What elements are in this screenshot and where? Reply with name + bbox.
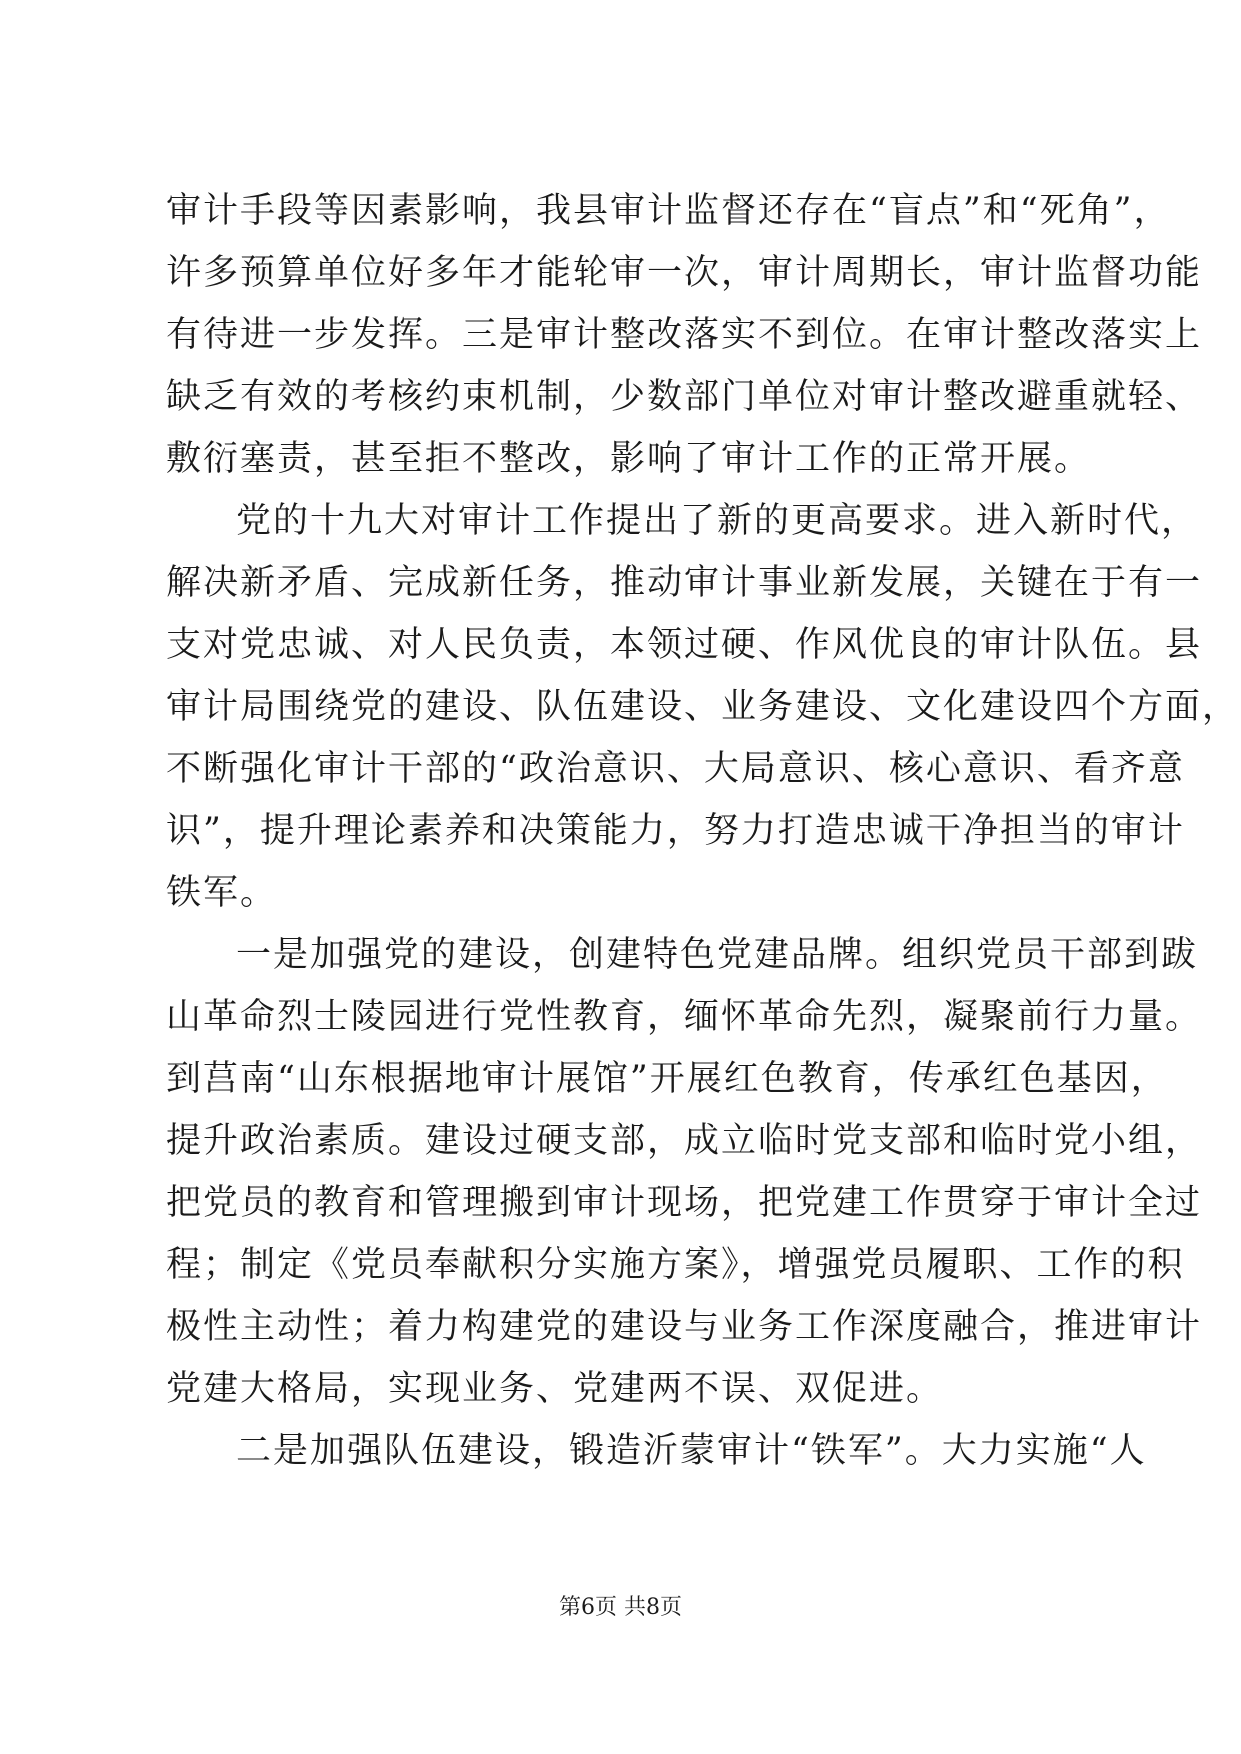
- text-line: 到莒南“山东根据地审计展馆”开展红色教育，传承红色基因，: [166, 1059, 1168, 1099]
- document-body: [166, 180, 1240, 1482]
- text-line: 缺乏有效的考核约束机制，少数部门单位对审计整改避重就轻、: [166, 377, 1203, 417]
- text-line: 许多预算单位好多年才能轮审一次，审计周期长，审计监督功能: [166, 253, 1203, 293]
- text-line: 党的十九大对审计工作提出了新的更高要求。进入新时代，: [236, 501, 1199, 541]
- text-line: 把党员的教育和管理搬到审计现场，把党建工作贯穿于审计全过: [166, 1183, 1203, 1223]
- text-line: 审计手段等因素影响，我县审计监督还存在“盲点”和“死角”，: [166, 191, 1171, 231]
- text-line: 铁军。: [166, 873, 278, 913]
- text-line: 敷衍塞责，甚至拒不整改，影响了审计工作的正常开展。: [166, 439, 1092, 479]
- text-line: 识”，提升理论素养和决策能力，努力打造忠诚干净担当的审计: [166, 811, 1185, 851]
- text-line: 支对党忠诚、对人民负责，本领过硬、作风优良的审计队伍。县: [166, 625, 1203, 665]
- text-line: 二是加强队伍建设，锻造沂蒙审计“铁军”。大力实施“人: [236, 1431, 1147, 1471]
- text-line: 解决新矛盾、完成新任务，推动审计事业新发展，关键在于有一: [166, 563, 1203, 603]
- text-line: 一是加强党的建设，创建特色党建品牌。组织党员干部到跋: [236, 935, 1199, 975]
- text-line: 极性主动性；着力构建党的建设与业务工作深度融合，推进审计: [166, 1307, 1203, 1347]
- text-line: 提升政治素质。建设过硬支部，成立临时党支部和临时党小组，: [166, 1121, 1203, 1161]
- text-line: 审计局围绕党的建设、队伍建设、业务建设、文化建设四个方面，: [166, 687, 1240, 727]
- text-line: 党建大格局，实现业务、党建两不误、双促进。: [166, 1369, 944, 1409]
- text-line: 不断强化审计干部的“政治意识、大局意识、核心意识、看齐意: [166, 749, 1185, 789]
- page-number-footer: 第6页 共8页: [559, 1595, 682, 1620]
- text-line: 有待进一步发挥。三是审计整改落实不到位。在审计整改落实上: [166, 315, 1203, 355]
- text-line: 程；制定《党员奉献积分实施方案》，增强党员履职、工作的积: [166, 1245, 1185, 1285]
- text-line: 山革命烈士陵园进行党性教育，缅怀革命先烈，凝聚前行力量。: [166, 997, 1203, 1037]
